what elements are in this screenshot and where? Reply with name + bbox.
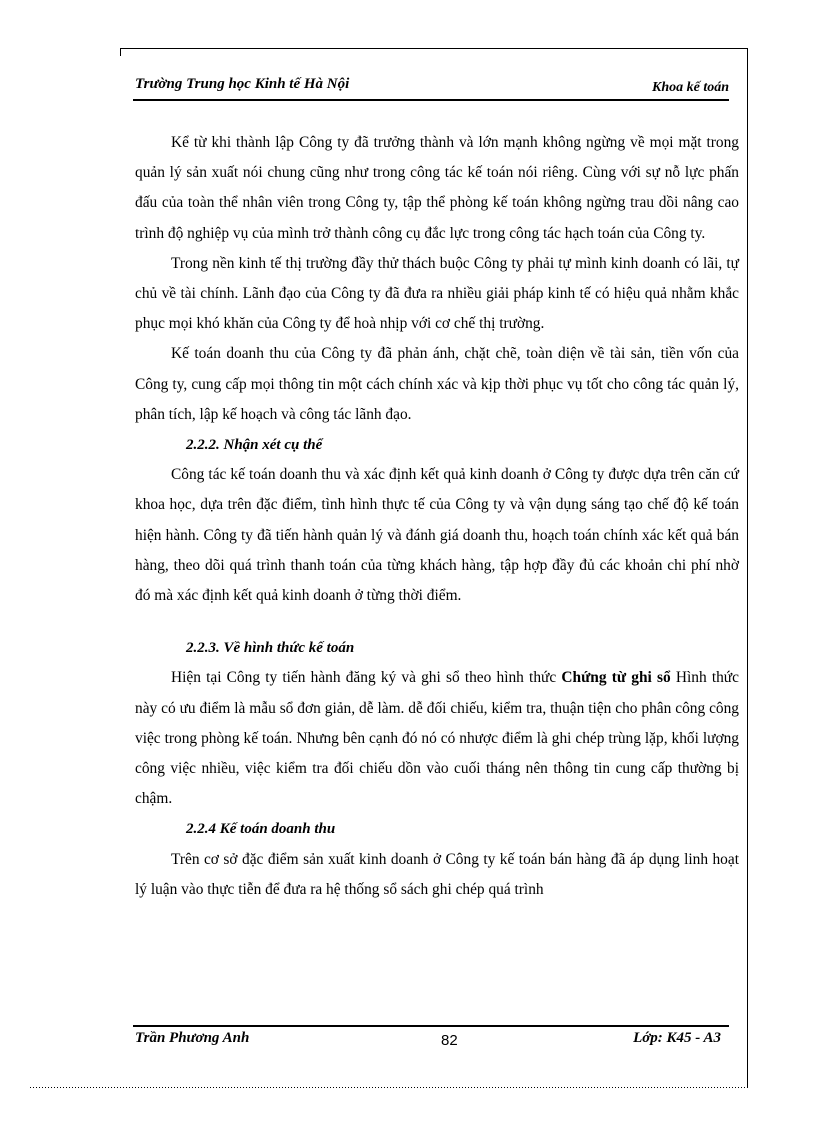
heading-2-2-3: 2.2.3. Về hình thức kế toán — [186, 640, 355, 657]
section-gap — [135, 611, 739, 633]
page-border-left — [120, 48, 121, 56]
paragraph-5-intro: Hiện tại Công ty tiến hành đăng ký và ghi sổ theo hình thức — [171, 669, 562, 687]
paragraph-6: Trên cơ sở đặc điểm sản xuất kinh doanh ở Công ty kế toán bán hàng đã áp dụng linh hoạt lý luận vào thực tiễn để đưa ra hệ thống sổ sách ghi chép quá trình — [135, 850, 739, 898]
page-border-bottom — [30, 1087, 748, 1088]
heading-2-2-4: 2.2.4 Kế toán doanh thu — [186, 821, 336, 838]
heading-2-2-2: 2.2.2. Nhận xét cụ thể — [186, 437, 323, 454]
paragraph-1: Kể từ khi thành lập Công ty đã trưởng thành và lớn mạnh không ngừng về mọi mặt trong quản lý sản xuất nói chung cũng như trong công tác kế toán nói riêng. Cùng với sự nỗ lực phấn đấu của toàn thể nhân viên trong Công ty, tập thể phòng kế toán không ngừng trau dồi nâng cao trình độ nghiệp vụ của mình trở thành công cụ đắc lực trong công tác hạch toán của Công ty. — [135, 134, 739, 242]
header-divider — [133, 99, 729, 101]
page-header — [133, 74, 729, 100]
page-number: 82 — [441, 1032, 458, 1049]
paragraph-4: Công tác kế toán doanh thu và xác định kết quả kinh doanh ở Công ty được dựa trên căn cứ khoa học, dựa trên đặc điểm, tình hình thực tế của Công ty và vận dụng sáng tạo chế độ kế toán hiện hành. Công ty đã tiến hành quản lý và đánh giá doanh thu, hoạch toán chính xác kết quả bán hàng, theo dõi quá trình thanh toán của từng khách hàng, tập hợp đầy đủ các khoản chi phí nhờ đó mà xác định kết quả kinh doanh ở từng thời điểm. — [135, 466, 739, 605]
paragraph-5-bold-term: Chứng từ ghi sổ — [561, 669, 671, 687]
paragraph-5 — [135, 663, 739, 814]
department-name: Khoa kế toán — [651, 80, 729, 95]
paragraph-5-rest: Hình thức này có ưu điểm là mẫu sổ đơn giản, dễ làm. dễ đối chiếu, kiểm tra, thuận tiện cho phân công công việc trong phòng kế toán. Nhưng bên cạnh đó nó có nhược điểm là ghi chép trùng lặp, khối lượng công việc nhiều, việc kiểm tra đối chiếu dồn vào cuối tháng nên thông tin cung cấp thường bị chậm. — [135, 669, 739, 808]
footer-divider — [133, 1025, 729, 1027]
paragraph-2: Trong nền kinh tế thị trường đầy thử thách buộc Công ty phải tự mình kinh doanh có lãi, tự chủ về tài chính. Lãnh đạo của Công ty đã đưa ra nhiều giải pháp kinh tế có hiệu quả nhằm khắc phục mọi khó khăn của Công ty để hoà nhịp với cơ chế thị trường. — [135, 254, 739, 333]
paragraph-3: Kế toán doanh thu của Công ty đã phản ánh, chặt chẽ, toàn diện về tài sản, tiền vốn của Công ty, cung cấp mọi thông tin một cách chính xác và kịp thời phục vụ tốt cho công tác quản lý, phân tích, lập kế hoạch và công tác lãnh đạo. — [135, 345, 739, 423]
document-body — [135, 128, 739, 905]
page-footer — [133, 1029, 729, 1055]
page-border-top — [120, 48, 748, 49]
page-border-right — [747, 48, 748, 1088]
author-name: Trần Phương Anh — [135, 1030, 250, 1046]
class-label: Lớp: K45 - A3 — [633, 1030, 721, 1046]
school-name: Trường Trung học Kinh tế Hà Nội — [135, 76, 350, 92]
